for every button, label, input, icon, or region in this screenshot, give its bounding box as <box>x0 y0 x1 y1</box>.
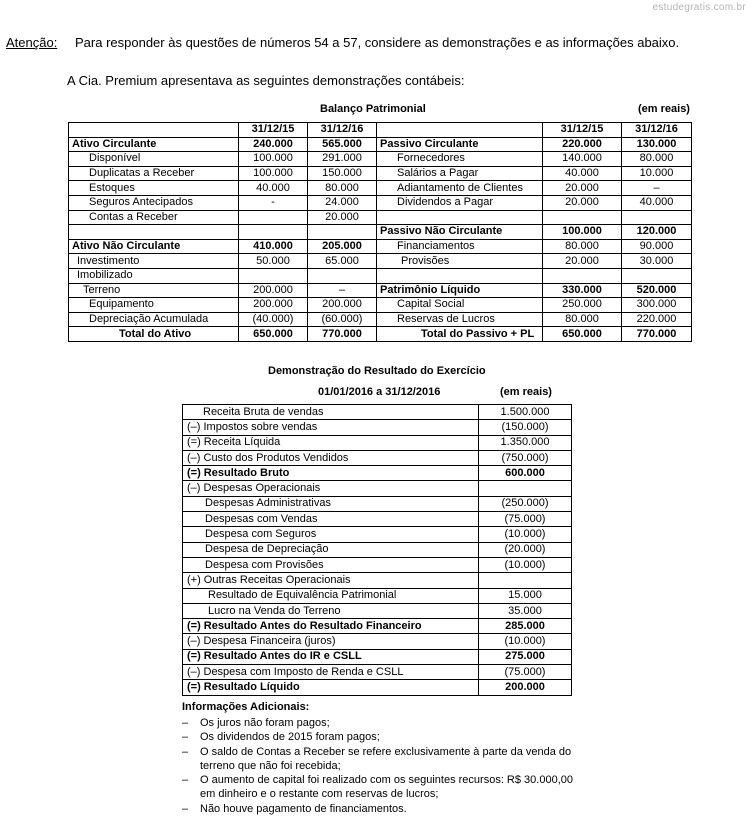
balance-sheet-title: Balanço Patrimonial <box>320 103 426 115</box>
table-cell: 35.000 <box>479 603 572 618</box>
row-label: Adiantamento de Clientes <box>377 181 543 196</box>
row-label: (–) Despesas Operacionais <box>183 481 479 496</box>
table-cell <box>239 210 308 225</box>
row-label: (=) Receita Líquida <box>183 435 479 450</box>
table-cell: 650.000 <box>239 327 308 342</box>
row-label: Despesa com Provisões <box>183 557 479 572</box>
table-cell: 20.000 <box>543 181 622 196</box>
list-item-text: Os dividendos de 2015 foram pagos; <box>200 731 380 744</box>
row-label: Despesas Administrativas <box>183 496 479 511</box>
row-label: Receita Bruta de vendas <box>183 405 479 420</box>
row-label: Passivo Circulante <box>377 137 543 152</box>
table-row <box>69 225 692 240</box>
dash-bullet: – <box>182 717 189 729</box>
table-row <box>183 450 572 465</box>
table-cell: (150.000) <box>479 420 572 435</box>
table-row <box>69 283 692 298</box>
table-cell <box>239 225 308 240</box>
table-row <box>69 137 692 152</box>
table-cell: 240.000 <box>239 137 308 152</box>
table-cell: 770.000 <box>308 327 377 342</box>
row-label <box>377 210 543 225</box>
table-cell: 770.000 <box>622 327 692 342</box>
table-row <box>183 542 572 557</box>
table-row <box>183 634 572 649</box>
table-cell: 1.350.000 <box>479 435 572 450</box>
table-cell <box>622 210 692 225</box>
column-header: 31/12/16 <box>622 123 692 138</box>
table-cell: 10.000 <box>622 166 692 181</box>
table-row <box>183 680 572 695</box>
row-label: Dividendos a Pagar <box>377 195 543 210</box>
table-cell <box>543 210 622 225</box>
row-label: Depreciação Acumulada <box>69 312 239 327</box>
list-item <box>182 745 582 774</box>
table-cell: (10.000) <box>479 557 572 572</box>
table-cell: 65.000 <box>308 254 377 269</box>
table-cell <box>239 268 308 283</box>
table-cell: 220.000 <box>622 312 692 327</box>
balance-sheet-table <box>68 122 692 342</box>
dash-bullet: – <box>182 731 189 744</box>
watermark: estudegratis.com.br <box>652 2 746 13</box>
table-cell: 291.000 <box>308 152 377 167</box>
table-cell: 200.000 <box>239 283 308 298</box>
income-statement-unit: (em reais) <box>500 386 552 398</box>
table-row <box>183 420 572 435</box>
row-label: Ativo Não Circulante <box>69 239 239 254</box>
table-cell <box>479 573 572 588</box>
table-cell: 275.000 <box>479 649 572 664</box>
table-cell: 40.000 <box>543 166 622 181</box>
table-row <box>183 481 572 496</box>
table-row <box>183 619 572 634</box>
table-row <box>183 588 572 603</box>
table-row <box>69 195 692 210</box>
table-row <box>69 254 692 269</box>
list-item-text: O saldo de Contas a Receber se refere exclusivamente à parte da venda do terreno que não foi recebida; <box>200 745 572 772</box>
table-row <box>69 152 692 167</box>
income-statement-title: Demonstração do Resultado do Exercício <box>268 365 486 377</box>
table-cell: 410.000 <box>239 239 308 254</box>
table-cell: 250.000 <box>543 298 622 313</box>
row-label: Despesas com Vendas <box>183 512 479 527</box>
table-cell: 80.000 <box>622 152 692 167</box>
row-label <box>69 225 239 240</box>
row-label: Passivo Não Circulante <box>377 225 543 240</box>
table-cell: 20.000 <box>308 210 377 225</box>
row-label: Seguros Antecipados <box>69 195 239 210</box>
list-item <box>182 773 582 802</box>
table-cell: (250.000) <box>479 496 572 511</box>
table-cell: (75.000) <box>479 512 572 527</box>
row-label: (–) Despesa com Imposto de Renda e CSLL <box>183 665 479 680</box>
row-label: (=) Resultado Antes do IR e CSLL <box>183 649 479 664</box>
table-cell: 200.000 <box>239 298 308 313</box>
table-cell: 24.000 <box>308 195 377 210</box>
column-header: 31/12/15 <box>543 123 622 138</box>
table-cell: 100.000 <box>543 225 622 240</box>
table-row <box>183 466 572 481</box>
table-cell: 90.000 <box>622 239 692 254</box>
table-cell: 200.000 <box>308 298 377 313</box>
table-cell: 15.000 <box>479 588 572 603</box>
table-cell: 80.000 <box>308 181 377 196</box>
table-cell <box>479 481 572 496</box>
row-label: (–) Despesa Financeira (juros) <box>183 634 479 649</box>
table-cell: 30.000 <box>622 254 692 269</box>
table-row <box>69 327 692 342</box>
table-row <box>183 665 572 680</box>
table-row <box>69 123 692 138</box>
attention-label: Atenção: <box>6 35 58 50</box>
list-item-text: Não houve pagamento de financiamentos. <box>200 802 407 815</box>
table-cell: 40.000 <box>239 181 308 196</box>
row-label: Terreno <box>69 283 239 298</box>
row-label: Financiamentos <box>377 239 543 254</box>
table-row <box>69 210 692 225</box>
table-cell: (20.000) <box>479 542 572 557</box>
table-row <box>69 181 692 196</box>
table-cell: 50.000 <box>239 254 308 269</box>
list-item <box>182 802 582 816</box>
row-label: Despesa com Seguros <box>183 527 479 542</box>
table-row <box>183 496 572 511</box>
intro-text: A Cia. Premium apresentava as seguintes demonstrações contábeis: <box>67 73 465 88</box>
total-label: Total do Passivo + PL <box>377 327 543 342</box>
row-label: Capital Social <box>377 298 543 313</box>
row-label: (=) Resultado Antes do Resultado Financeiro <box>183 619 479 634</box>
table-cell: 520.000 <box>622 283 692 298</box>
table-cell: 1.500.000 <box>479 405 572 420</box>
list-item-text: O aumento de capital foi realizado com os seguintes recursos: R$ 30.000,00 em dinheiro e o restante com reservas de lucros; <box>200 774 573 801</box>
table-cell: – <box>622 181 692 196</box>
row-label: Lucro na Venda do Terreno <box>183 603 479 618</box>
row-label: Resultado de Equivalência Patrimonial <box>183 588 479 603</box>
row-label: Investimento <box>69 254 239 269</box>
table-row <box>69 312 692 327</box>
table-cell: 20.000 <box>543 195 622 210</box>
table-cell: 140.000 <box>543 152 622 167</box>
table-cell <box>308 225 377 240</box>
table-cell: 150.000 <box>308 166 377 181</box>
list-item <box>182 716 582 730</box>
row-label: (+) Outras Receitas Operacionais <box>183 573 479 588</box>
table-cell: 205.000 <box>308 239 377 254</box>
row-label: (=) Resultado Líquido <box>183 680 479 695</box>
table-row <box>69 268 692 283</box>
table-row <box>183 527 572 542</box>
row-label: (=) Resultado Bruto <box>183 466 479 481</box>
table-row <box>183 557 572 572</box>
table-cell: 565.000 <box>308 137 377 152</box>
table-cell: 600.000 <box>479 466 572 481</box>
table-cell: 20.000 <box>543 254 622 269</box>
row-label: Duplicatas a Receber <box>69 166 239 181</box>
balance-sheet-unit: (em reais) <box>638 103 690 115</box>
dash-bullet: – <box>182 802 189 815</box>
row-label: Estoques <box>69 181 239 196</box>
table-cell: 80.000 <box>543 312 622 327</box>
additional-info-list <box>182 716 582 816</box>
row-label: Imobilizado <box>69 268 239 283</box>
income-statement-table <box>182 404 572 696</box>
column-header: 31/12/15 <box>239 123 308 138</box>
row-label: (–) Impostos sobre vendas <box>183 420 479 435</box>
total-label: Total do Ativo <box>69 327 239 342</box>
table-cell: – <box>308 283 377 298</box>
table-row <box>69 298 692 313</box>
table-cell: 100.000 <box>239 152 308 167</box>
table-row <box>183 573 572 588</box>
table-row <box>183 603 572 618</box>
row-label: Fornecedores <box>377 152 543 167</box>
table-cell: 130.000 <box>622 137 692 152</box>
row-label: Reservas de Lucros <box>377 312 543 327</box>
row-label: Equipamento <box>69 298 239 313</box>
list-item-text: Os juros não foram pagos; <box>200 717 330 729</box>
table-cell: 330.000 <box>543 283 622 298</box>
table-cell: 80.000 <box>543 239 622 254</box>
table-cell: - <box>239 195 308 210</box>
row-label: Despesa de Depreciação <box>183 542 479 557</box>
table-cell: (40.000) <box>239 312 308 327</box>
table-cell: 285.000 <box>479 619 572 634</box>
row-label: Patrimônio Líquido <box>377 283 543 298</box>
table-cell: 120.000 <box>622 225 692 240</box>
table-row <box>69 166 692 181</box>
row-label: Ativo Circulante <box>69 137 239 152</box>
row-label <box>377 268 543 283</box>
table-cell: 220.000 <box>543 137 622 152</box>
table-cell <box>308 268 377 283</box>
column-header: 31/12/16 <box>308 123 377 138</box>
table-cell <box>377 123 543 138</box>
additional-info-title: Informações Adicionais: <box>182 701 310 713</box>
table-cell: (60.000) <box>308 312 377 327</box>
table-cell: 200.000 <box>479 680 572 695</box>
row-label: Contas a Receber <box>69 210 239 225</box>
table-cell <box>622 268 692 283</box>
row-label: Provisões <box>377 254 543 269</box>
table-cell <box>543 268 622 283</box>
income-statement-period: 01/01/2016 a 31/12/2016 <box>318 386 441 398</box>
dash-bullet: – <box>182 774 189 787</box>
row-label: Salários a Pagar <box>377 166 543 181</box>
table-row <box>183 405 572 420</box>
table-cell: 100.000 <box>239 166 308 181</box>
table-row <box>183 512 572 527</box>
table-cell: 650.000 <box>543 327 622 342</box>
row-label: (–) Custo dos Produtos Vendidos <box>183 450 479 465</box>
table-cell: (10.000) <box>479 634 572 649</box>
row-label: Disponível <box>69 152 239 167</box>
table-row <box>183 649 572 664</box>
table-cell: 300.000 <box>622 298 692 313</box>
table-cell: (10.000) <box>479 527 572 542</box>
table-row <box>69 239 692 254</box>
table-cell: (75.000) <box>479 665 572 680</box>
table-cell: (750.000) <box>479 450 572 465</box>
table-cell <box>69 123 239 138</box>
table-row <box>183 435 572 450</box>
dash-bullet: – <box>182 745 189 758</box>
attention-text: Para responder às questões de números 54 a 57, considere as demonstrações e as informações abaixo. <box>75 35 680 50</box>
list-item <box>182 730 582 744</box>
table-cell: 40.000 <box>622 195 692 210</box>
